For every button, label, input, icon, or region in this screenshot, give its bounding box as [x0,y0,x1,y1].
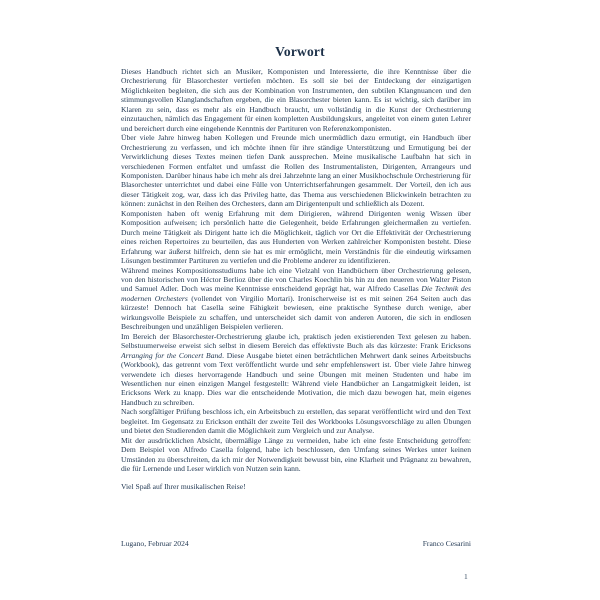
page-title: Vorwort [275,44,325,59]
paragraph-7: Mit der ausdrücklichen Absicht, übermäßige Länge zu vermeiden, habe ich eine feste Entscheidung getroffen: Dem Beispiel von Alfredo Casella folgend, habe ich beschlossen, den Umfang seines Werkes unter keinen Umständen zu überschreiten, da ich mir der Notwendigkeit bewusst bin, eine Klarheit und Prägnanz zu bewahren, die für Lernende und Leser wirklich von Nutzen sein kann. [121,435,471,474]
paragraph-6: Nach sorgfältiger Prüfung beschloss ich, ein Arbeitsbuch zu erstellen, das separat veröffentlicht wird und den Text begleitet. Im Gegensatz zu Erickson enthält der zweite Teil des Workbooks Lösungsvorschläge zu allen Übungen und bietet den Studierenden damit die Möglichkeit zum Vergleich und zur Analyse. [121,407,471,436]
signature-line [121,539,471,548]
paragraph-5 [121,332,471,408]
document-body [121,67,471,492]
paragraph-3: Komponisten haben oft wenig Erfahrung mit dem Dirigieren, während Dirigenten wenig Wissen über Komposition aufweisen; ich persönlich hatte die Gelegenheit, beide Erfahrungen gleichermaßen zu vertiefen. Durch meine Tätigkeit als Dirigent hatte ich die Möglichkeit, täglich vor Ort die Effektivität der Orchestrierung eines reichen Repertoires zu beurteilen, das aus Hunderten von Werken zahlreicher Komponisten besteht. Diese Erfahrung war äußerst hilfreich, denn sie hat es mir ermöglicht, mein Verständnis für die eindeutig wirksamen Lösungen bestimmter Partituren zu vertiefen und die Probleme anderer zu identifizieren. [121,208,471,266]
paragraph-4-part-1: Während meines Kompositionsstudiums habe ich eine Vielzahl von Handbüchern über Orchestrierung gelesen, von den historischen von Héctor Berlioz über die von Charles Koechlin bis hin zu den neueren von Walter Piston und Samuel Adler. Doch was meine Kenntnisse entscheidend geprägt hat, war Alfredo Casellas [121,265,471,294]
page-number: 1 [464,572,468,581]
paragraph-5-part-2: . Diese Ausgabe bietet einen beträchtlichen Mehrwert dank seines Arbeitsbuchs (Workbook), das getrennt vom Text veröffentlicht wurde und sehr empfehlenswert ist. Über viele Jahre hinweg verwendete ich dieses hervorragende Handbuch und seine Übungen mit meinen Studenten und habe im Wesentlichen nur einen einzigen Mangel festgestellt: Während viele Handbücher an Langatmigkeit leiden, ist Ericksons Werk zu knapp. Dies war die entscheidende Motivation, die mich dazu bewogen hat, mein eigenes Handbuch zu schreiben. [121,350,471,407]
paragraph-1: Dieses Handbuch richtet sich an Musiker, Komponisten und Interessierte, die ihre Kenntnisse über die Orchestrierung für Blasorchester vertiefen möchten. Es soll sie bei der Entdeckung der einzigartigen Möglichkeiten begleiten, die sich aus der Kombination von Instrumenten, den subtilen Klangnuancen und den stimmungsvollen Klanglandschaften ergeben, die ein Blasorchester bieten kann. Es ist wichtig, sich darüber im Klaren zu sein, dass es mehr als ein Handbuch braucht, um vollständig in die Kunst der Orchestrierung einzutauchen, nämlich das Engagement für einen kompletten Ausbildungskurs, angeleitet von einem guten Lehrer und bereichert durch eine eingehende Kenntnis der Partituren von Referenzkomponisten. [121,67,471,133]
paragraph-4-part-2: (vollendet von Virgilio Mortari). Ironischerweise ist es mit seinen 264 Seiten auch das kürzeste! Dennoch hat Casella seine Fähigkeit bewiesen, eine praktische Synthese durch wenige, aber wirkungsvolle Beispiele zu schaffen, und unterscheidet sich damit von anderen Autoren, die sich in endlosen Beschreibungen und unzähligen Beispielen verlieren. [121,293,472,332]
author-name: Franco Cesarini [422,539,471,548]
paragraph-5-part-1: Im Bereich der Blasorchester-Orchestrierung glaube ich, praktisch jeden existierenden Text gelesen zu haben. Selbstuumerweise erweist sich selbst in diesem Bereich das effektivste Buch als das kürzeste: Frank Ericksons [121,331,471,351]
paragraph-4 [121,266,471,332]
book-title-casella: Die Technik des modernen Orchesters [121,284,471,303]
place-date: Lugano, Februar 2024 [121,539,189,548]
paragraph-2: Über viele Jahre hinweg haben Kollegen und Freunde mich unermüdlich dazu ermutigt, ein Handbuch über Orchestrierung zu verfassen, und ich möchte ihnen für ihre ständige Unterstützung und Ermutigung bei der Verwirklichung dieses Textes meinen tiefen Dank aussprechen. Meine musikalische Laufbahn hat sich in verschiedenen Formen entfaltet und umfasst die Rollen des Instrumentalisten, Dirigenten, Arrangeurs und Komponisten. Darüber hinaus habe ich mehr als drei Jahrzehnte lang an einer Musikhochschule Orchestrierung für Blasorchester unterrichtet und dabei eine Fülle von Unterrichtserfahrungen gesammelt. Der Vorteil, den ich aus dieser Tätigkeit zog, war, dass ich das Privileg hatte, das Thema aus verschiedenen Blickwinkeln betrachten zu können: zunächst in den Reihen des Orchesters, dann am Dirigentenpult und schließlich als Dozent. [121,133,471,209]
book-title-erickson: Arranging for the Concert Band [121,350,223,360]
closing-line: Viel Spaß auf Ihrer musikalischen Reise! [121,482,246,492]
